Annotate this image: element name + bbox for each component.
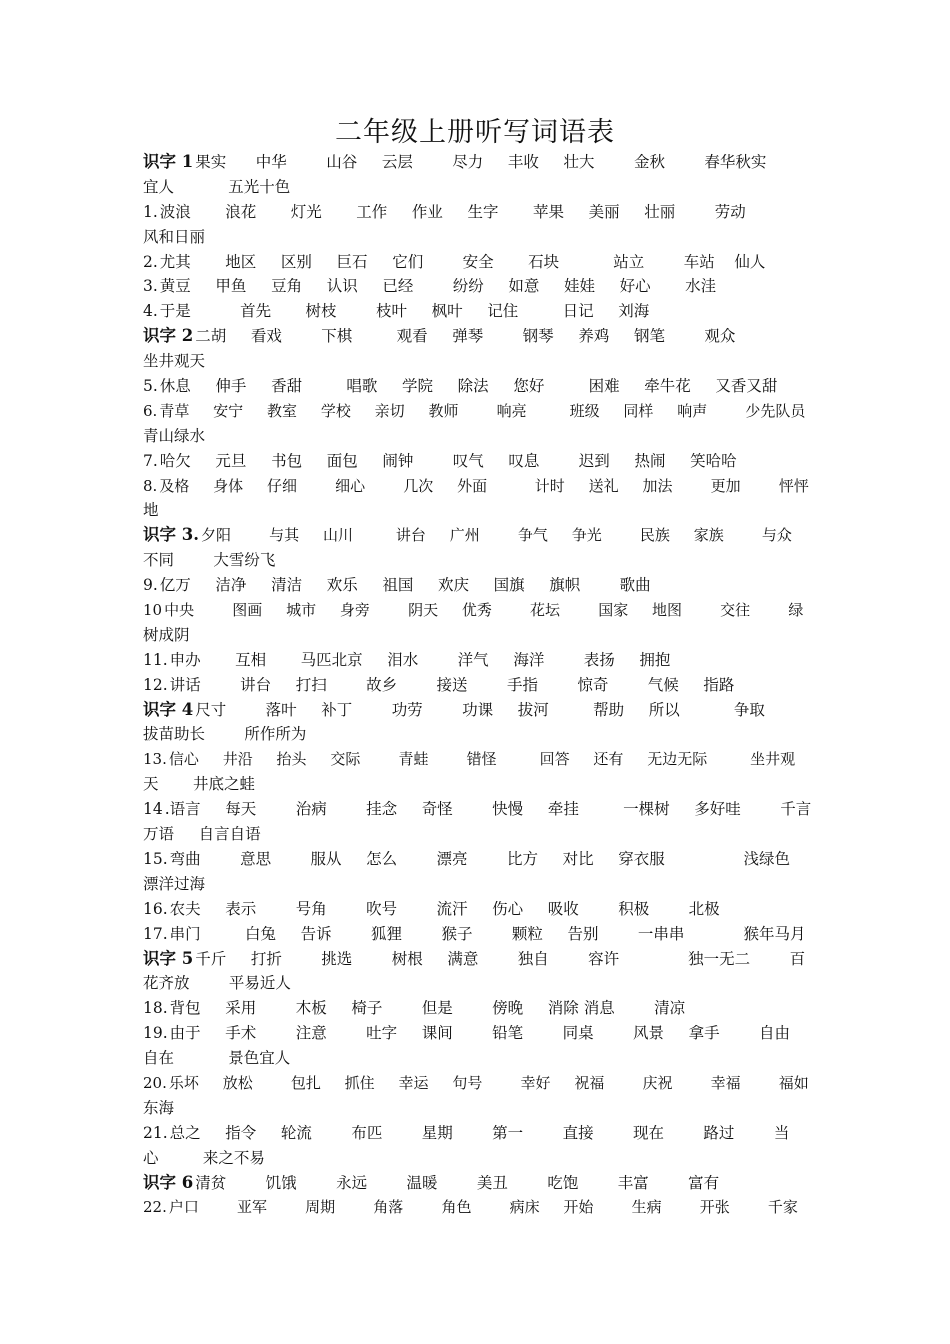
word-line [143, 1021, 811, 1046]
word-line [143, 250, 811, 275]
word-line [143, 1046, 811, 1071]
word-line [143, 897, 811, 922]
word-line [143, 996, 811, 1021]
word-line [143, 623, 811, 648]
page-title: 二年级上册听写词语表 [335, 117, 615, 148]
lesson-number: 13. [143, 750, 167, 769]
word-line [143, 598, 811, 623]
word-text: 花齐放 平易近人 [143, 974, 291, 993]
lesson-number: 6. [143, 401, 158, 420]
lesson-number: 4. [143, 302, 158, 321]
word-text: 弯曲 意思 服从 怎么 漂亮 比方 对比 穿衣服 浅绿色 [169, 849, 791, 868]
word-text: 千斤 打折 挑选 树根 满意 独自 容许 独一无二 百 [195, 949, 806, 968]
word-text: 果实 中华 山谷 云层 尽力 丰收 壮大 金秋 春华秋实 [195, 153, 767, 171]
word-line [143, 673, 811, 698]
lesson-number: 15. [143, 849, 168, 868]
word-text: 哈欠 元旦 书包 面包 闹钟 叹气 叹息 迟到 热闹 笑哈哈 [159, 451, 737, 470]
word-text: 波浪 浪花 灯光 工作 作业 生字 苹果 美丽 壮丽 劳动 [159, 202, 746, 221]
word-text: 乐坏 放松 包扎 抓住 幸运 句号 幸好 祝福 庆祝 幸福 福如 [168, 1073, 809, 1092]
word-text: 休息 伸手 香甜 唱歌 学院 除法 您好 困难 牵牛花 又香又甜 [159, 377, 778, 396]
word-text: 万语 自言自语 [143, 825, 261, 844]
word-line [143, 648, 811, 673]
word-line [143, 399, 811, 424]
word-line [143, 722, 811, 747]
word-text: 自在 景色宜人 [143, 1049, 291, 1068]
lesson-number: 19. [143, 1024, 168, 1043]
word-line [143, 200, 811, 225]
lesson-number: 1. [143, 202, 158, 221]
word-text: 黄豆 甲鱼 豆角 认识 已经 纷纷 如意 娃娃 好心 水洼 [159, 277, 717, 296]
word-text: 农夫 表示 号角 吹号 流汗 伤心 吸收 积极 北极 [169, 899, 720, 918]
word-line [143, 1121, 811, 1146]
lesson-number: 9. [143, 576, 158, 595]
lesson-number: 14 [143, 800, 163, 819]
word-text: 青山绿水 [143, 426, 206, 445]
word-line [143, 1071, 811, 1096]
section-header-line [143, 947, 811, 972]
lesson-number: 22. [143, 1198, 167, 1217]
word-line [143, 1096, 811, 1121]
word-line [143, 498, 811, 523]
word-text: 天 井底之蛙 [143, 775, 255, 794]
word-text: 亿万 洁净 清洁 欢乐 祖国 欢庆 国旗 旗帜 歌曲 [159, 576, 651, 595]
section-label: 识字 3. [143, 525, 199, 545]
lesson-number: 8. [143, 476, 158, 495]
word-text: 青草 安宁 教室 学校 亲切 教师 响亮 班级 同样 响声 少先队员 [159, 401, 806, 420]
word-text: 二胡 看戏 下棋 观看 弹琴 钢琴 养鸡 钢笔 观众 [195, 327, 736, 346]
word-text: 漂洋过海 [143, 874, 206, 893]
word-line [143, 772, 811, 797]
word-line [143, 424, 811, 449]
word-line [143, 274, 811, 299]
lesson-number: 21. [143, 1123, 168, 1142]
word-text: 风和日丽 [143, 227, 206, 246]
section-header-line [143, 523, 811, 548]
word-line [143, 847, 811, 872]
section-header-line [143, 324, 811, 349]
word-line [143, 374, 811, 399]
lesson-number: 11. [143, 650, 168, 669]
word-line [143, 299, 811, 324]
word-line [143, 573, 811, 598]
word-text: 东海 [143, 1098, 175, 1117]
word-line [143, 449, 811, 474]
word-text: 清贫 饥饿 永远 温暖 美丑 吃饱 丰富 富有 [195, 1173, 720, 1192]
lesson-number: 17. [143, 924, 168, 943]
word-text: 申办 互相 马匹北京 泪水 洋气 海洋 表扬 拥抱 [169, 650, 671, 669]
word-text: 不同 大雪纷飞 [143, 551, 276, 570]
lesson-number: 2. [143, 252, 158, 271]
word-line [143, 474, 811, 499]
word-line [143, 225, 811, 250]
word-line [143, 175, 811, 200]
lesson-number: 20. [143, 1073, 167, 1092]
section-label: 识字 6 [143, 1172, 194, 1192]
section-label: 识字 5 [143, 948, 194, 968]
section-label: 识字 2 [143, 326, 194, 346]
word-text: 尤其 地区 区别 巨石 它们 安全 石块 站立 车站 仙人 [159, 252, 766, 271]
word-text: 信心 井沿 抬头 交际 青蛙 错怪 回答 还有 无边无际 坐井观 [168, 750, 796, 769]
section-header-line [143, 1171, 811, 1196]
word-text: 讲话 讲台 打扫 故乡 接送 手指 惊奇 气候 指路 [169, 675, 735, 694]
word-text: 及格 身体 仔细 细心 几次 外面 计时 送礼 加法 更加 怦怦 [159, 476, 809, 495]
word-line [143, 1146, 811, 1171]
word-line [143, 922, 811, 947]
word-list [143, 150, 811, 1220]
lesson-number: 3. [143, 277, 158, 296]
word-text: 宜人 五光十色 [143, 177, 291, 196]
lesson-number: 18. [143, 999, 168, 1018]
word-text: 户口 亚军 周期 角落 角色 病床 开始 生病 开张 千家 [168, 1198, 798, 1217]
word-line [143, 797, 811, 822]
word-text: 串门 白兔 告诉 狐狸 猴子 颗粒 告别 一串串 猴年马月 [169, 924, 806, 943]
word-text: 拔苗助长 所作所为 [143, 725, 307, 744]
word-text: 坐井观天 [143, 352, 206, 371]
word-text: 总之 指令 轮流 布匹 星期 第一 直接 现在 路过 当 [169, 1123, 790, 1142]
section-label: 识字 1 [143, 152, 194, 171]
word-line [143, 872, 811, 897]
lesson-number: 7. [143, 451, 158, 470]
lesson-number: 5. [143, 377, 158, 396]
section-header-line [143, 698, 811, 723]
word-text: 地 [143, 501, 159, 520]
word-text: 心 来之不易 [143, 1148, 265, 1167]
word-text: 由于 手术 注意 吐字 课间 铅笔 同桌 风景 拿手 自由 [169, 1024, 791, 1043]
word-text: 背包 采用 木板 椅子 但是 傍晚 消除 消息 清凉 [169, 999, 686, 1018]
word-text: 尺寸 落叶 补丁 功劳 功课 拔河 帮助 所以 争取 [195, 700, 765, 719]
word-text: 于是 首先 树枝 枝叶 枫叶 记住 日记 刘海 [159, 302, 650, 321]
lesson-number: 16. [143, 899, 168, 918]
section-label: 识字 4 [143, 699, 194, 719]
word-text: 中央 图画 城市 身旁 阴天 优秀 花坛 国家 地图 交往 绿 [164, 601, 804, 620]
lesson-number: 12. [143, 675, 168, 694]
section-header-line [143, 150, 811, 175]
word-line [143, 822, 811, 847]
word-text: 夕阳 与其 山川 讲台 广州 争气 争光 民族 家族 与众 [200, 526, 792, 545]
lesson-number: 10 [143, 601, 163, 620]
word-text: 树成阴 [143, 625, 190, 644]
word-line [143, 971, 811, 996]
word-line [143, 548, 811, 573]
word-text: .语言 每天 治病 挂念 奇怪 快慢 牵挂 一棵树 多好哇 千言 [164, 800, 812, 819]
word-line [143, 747, 811, 772]
word-line [143, 349, 811, 374]
word-line [143, 1195, 811, 1220]
